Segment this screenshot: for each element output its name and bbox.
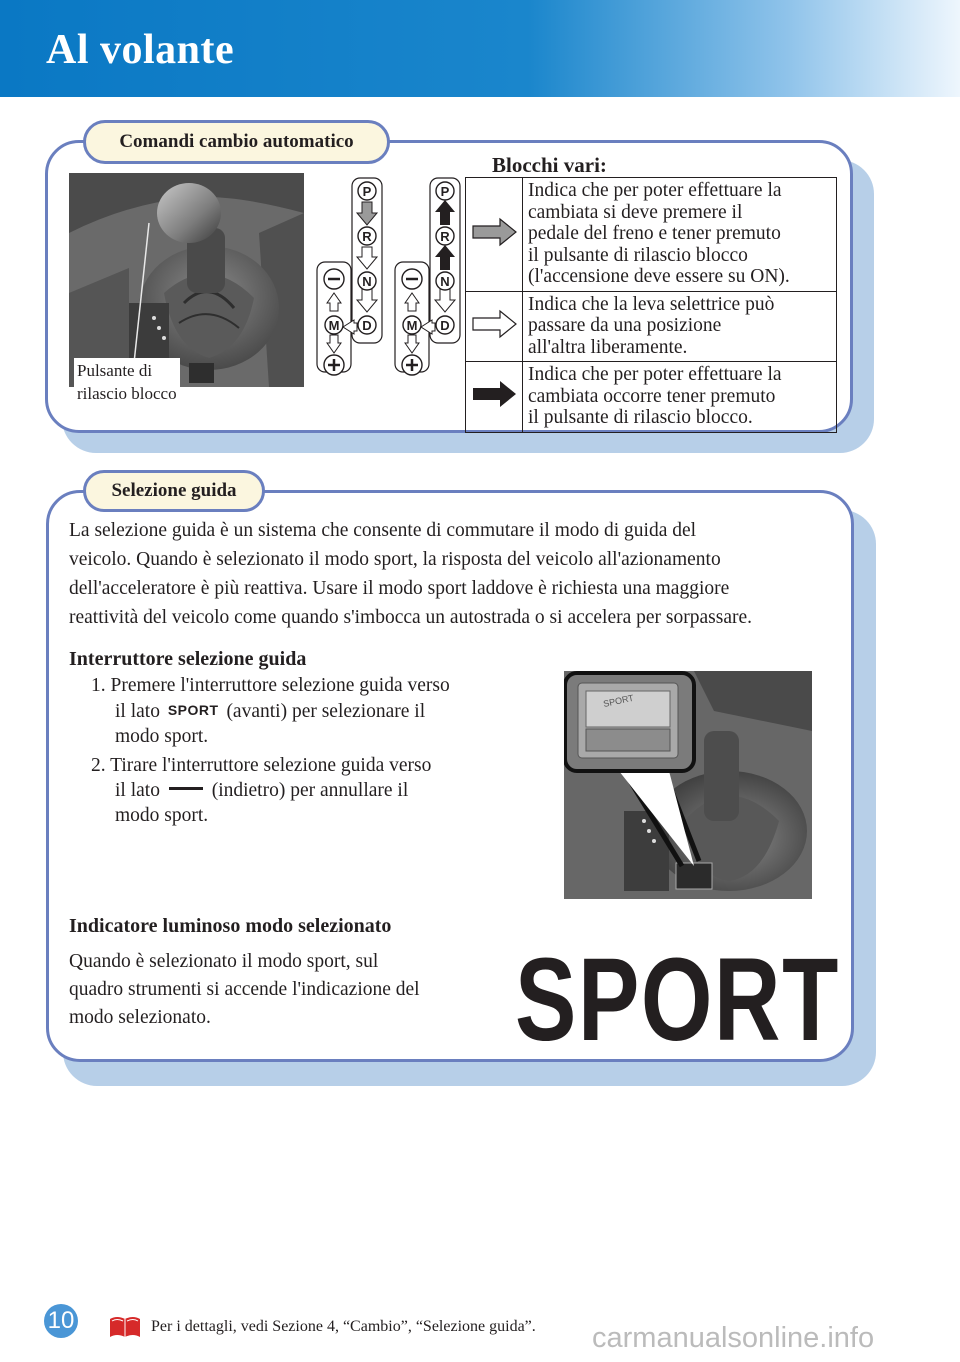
legend-title: Blocchi vari:	[492, 153, 607, 177]
svg-text:R: R	[440, 229, 450, 244]
svg-text:D: D	[440, 318, 450, 333]
svg-text:P: P	[440, 184, 450, 199]
step-1: 1. Premere l'interruttore selezione guida verso il lato SPORT (avanti) per selezionare il modo sport.	[91, 675, 450, 747]
gear-section-label: Comandi cambio automatico	[83, 120, 390, 164]
sport-indicator: SPORT	[515, 934, 840, 1066]
gray-arrow-icon	[470, 217, 518, 247]
legend-row: Indica che la leva selettrice può passare da una posizione all'altra liberamente.	[466, 291, 837, 362]
drive-selection-illustration	[564, 671, 812, 899]
white-arrow-icon	[470, 309, 518, 339]
shift-pattern-diagram-right	[390, 175, 464, 380]
shift-pattern-diagram-left	[312, 175, 386, 380]
drive-selection-photo	[564, 671, 812, 899]
indicator-text: Quando è selezionato il modo sport, sul quadro strumenti si accende l'indicazione del modo selezionato.	[69, 951, 420, 1028]
step-2: 2. Tirare l'interruttore selezione guida verso il lato (indietro) per annullare il modo sport.	[91, 755, 432, 826]
footer-reference: Per i dettagli, vedi Sezione 4, “Cambio”, “Selezione guida”.	[151, 1318, 536, 1335]
switch-heading: Interruttore selezione guida	[69, 648, 307, 670]
gear-m-label: M	[328, 318, 340, 333]
page-header	[0, 0, 960, 97]
gear-d-label: D	[362, 318, 372, 333]
sport-badge: SPORT	[167, 702, 219, 718]
gear-n-label: N	[362, 274, 372, 289]
legend-row: Indica che per poter effettuare la cambiata si deve premere il pedale del freno e tener premuto il pulsante di rilascio blocco (l'accensione deve essere su ON).	[466, 178, 837, 292]
black-arrow-icon	[470, 379, 518, 409]
legend-row: Indica che per poter effettuare la cambiata occorre tener premuto il pulsante di rilascio blocco.	[466, 362, 837, 433]
legend-table	[465, 177, 837, 433]
svg-text:M: M	[406, 318, 418, 333]
watermark: carmanualsonline.info	[592, 1322, 875, 1354]
indicator-heading: Indicatore luminoso modo selezionato	[69, 915, 392, 937]
gear-p-label: P	[362, 184, 372, 199]
shift-lever-photo	[69, 173, 304, 387]
drive-intro-text: La selezione guida è un sistema che consente di commutare il modo di guida del veicolo. Quando è selezionato il modo sport, la risposta del veicolo all'azionamento dell'acceleratore è più reattiva. Usare il modo sport laddove è richiesta una maggiore reattività del veicolo come quando s'imbocca un autostrada o si accelera per sorpassare.	[69, 520, 753, 628]
minus-line-icon	[169, 787, 203, 790]
switch-sport-label: SPORT	[602, 692, 635, 709]
svg-text:N: N	[440, 274, 450, 289]
shift-lever-illustration	[69, 173, 304, 387]
page-number: 10	[44, 1304, 78, 1338]
page-title: Al volante	[46, 27, 235, 73]
book-icon	[108, 1315, 142, 1339]
release-button-caption: Pulsante di rilascio blocco	[74, 358, 180, 407]
gear-r-label: R	[362, 229, 372, 244]
drive-section-label: Selezione guida	[83, 470, 265, 512]
